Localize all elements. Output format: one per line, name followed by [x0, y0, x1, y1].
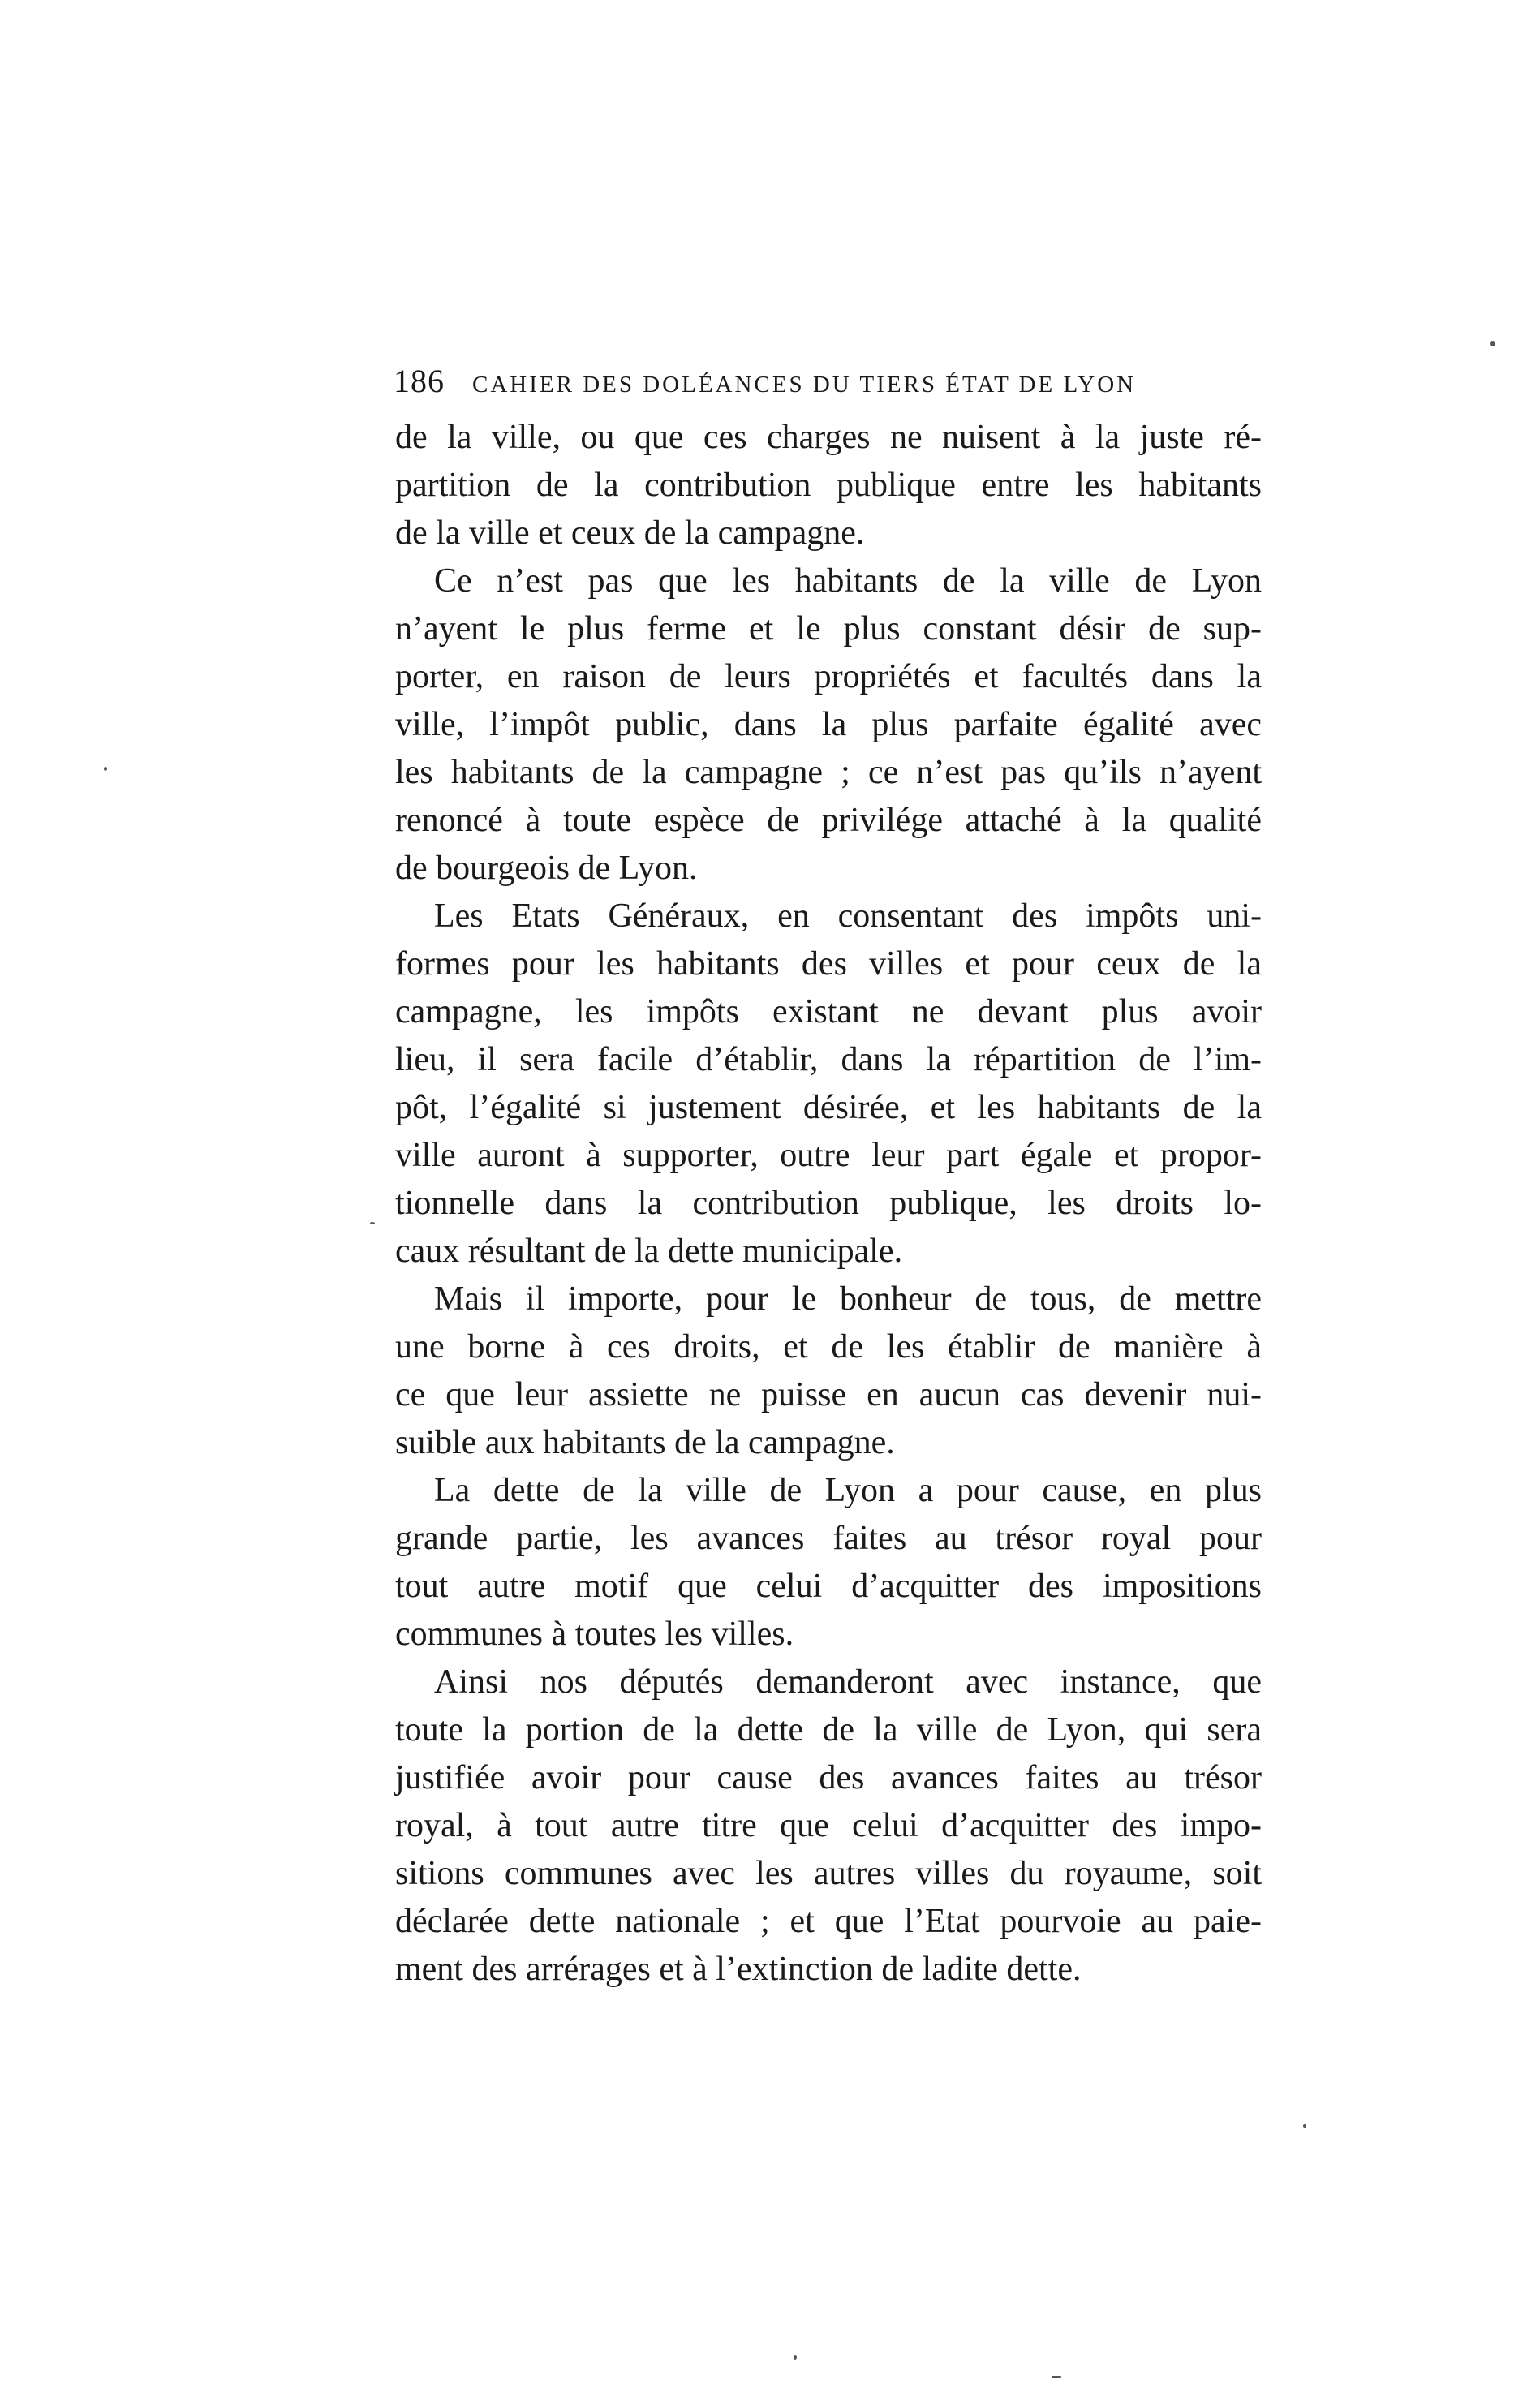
text-line: caux résultant de la dette municipale.: [395, 1233, 903, 1270]
text-line: ce que leur assiette ne puisse en aucun cas devenir nui-: [395, 1376, 1262, 1413]
text-line: sitions communes avec les autres villes du royaume, soit: [395, 1855, 1262, 1892]
text-line: tionnelle dans la contribution publique, les droits lo-: [395, 1185, 1262, 1222]
text-line: de la ville, ou que ces charges ne nuisent à la juste ré-: [395, 419, 1262, 456]
text-line: ville, l’impôt public, dans la plus parfaite égalité avec: [395, 706, 1262, 743]
text-line: porter, en raison de leurs propriétés et facultés dans la: [395, 658, 1262, 695]
running-title: CAHIER DES DOLÉANCES DU TIERS ÉTAT DE LYON: [472, 372, 1137, 398]
text-line: communes à toutes les villes.: [395, 1616, 794, 1653]
text-line: renoncé à toute espèce de privilége attaché à la qualité: [395, 802, 1262, 839]
scan-speck: [104, 767, 107, 771]
text-line: de la ville et ceux de la campagne.: [395, 514, 865, 552]
text-line: de bourgeois de Lyon.: [395, 850, 698, 887]
text-line: La dette de la ville de Lyon a pour cause, en plus: [434, 1472, 1262, 1509]
text-line: toute la portion de la dette de la ville de Lyon, qui sera: [395, 1711, 1262, 1749]
text-line: grande partie, les avances faites au trésor royal pour: [395, 1520, 1262, 1557]
text-line: Mais il importe, pour le bonheur de tous, de mettre: [434, 1280, 1262, 1318]
text-line: lieu, il sera facile d’établir, dans la répartition de l’im-: [395, 1041, 1262, 1078]
paragraph-5: [395, 1467, 1262, 1659]
paragraph-2: [395, 557, 1262, 893]
text-line: formes pour les habitants des villes et pour ceux de la: [395, 945, 1262, 983]
scan-speck: [370, 1222, 375, 1224]
page-header: [394, 362, 1266, 404]
paragraph-3: [395, 893, 1262, 1276]
text-line: Ainsi nos députés demanderont avec instance, que: [434, 1663, 1262, 1701]
text-line: Ce n’est pas que les habitants de la ville de Lyon: [434, 562, 1262, 600]
text-line: les habitants de la campagne ; ce n’est pas qu’ils n’ayent: [395, 754, 1262, 791]
page-number: 186: [394, 363, 445, 399]
scan-speck: [1303, 2124, 1306, 2128]
scan-speck: [1490, 341, 1495, 346]
text-line: suible aux habitants de la campagne.: [395, 1424, 895, 1461]
text-line: partition de la contribution publique entre les habitants: [395, 467, 1262, 504]
text-line: justifiée avoir pour cause des avances faites au trésor: [395, 1759, 1262, 1796]
text-line: ville auront à supporter, outre leur part égale et propor-: [395, 1137, 1262, 1174]
paragraph-4: [395, 1276, 1262, 1467]
text-line: tout autre motif que celui d’acquitter des impositions: [395, 1568, 1262, 1605]
text-line: une borne à ces droits, et de les établir de manière à: [395, 1328, 1262, 1366]
text-line: déclarée dette nationale ; et que l’Etat pourvoie au paie-: [395, 1903, 1262, 1940]
scan-speck: [1052, 2376, 1061, 2378]
paragraph-6: [395, 1659, 1262, 1994]
body-text: [395, 414, 1262, 1994]
text-line: ment des arrérages et à l’extinction de ladite dette.: [395, 1951, 1082, 1988]
text-line: Les Etats Généraux, en consentant des impôts uni-: [434, 897, 1262, 935]
text-line: n’ayent le plus ferme et le plus constant désir de sup-: [395, 610, 1262, 648]
paragraph-1: [395, 414, 1262, 557]
scan-speck: [794, 2355, 797, 2360]
text-line: campagne, les impôts existant ne devant plus avoir: [395, 993, 1262, 1030]
text-line: royal, à tout autre titre que celui d’acquitter des impo-: [395, 1807, 1262, 1844]
text-line: pôt, l’égalité si justement désirée, et les habitants de la: [395, 1089, 1262, 1126]
